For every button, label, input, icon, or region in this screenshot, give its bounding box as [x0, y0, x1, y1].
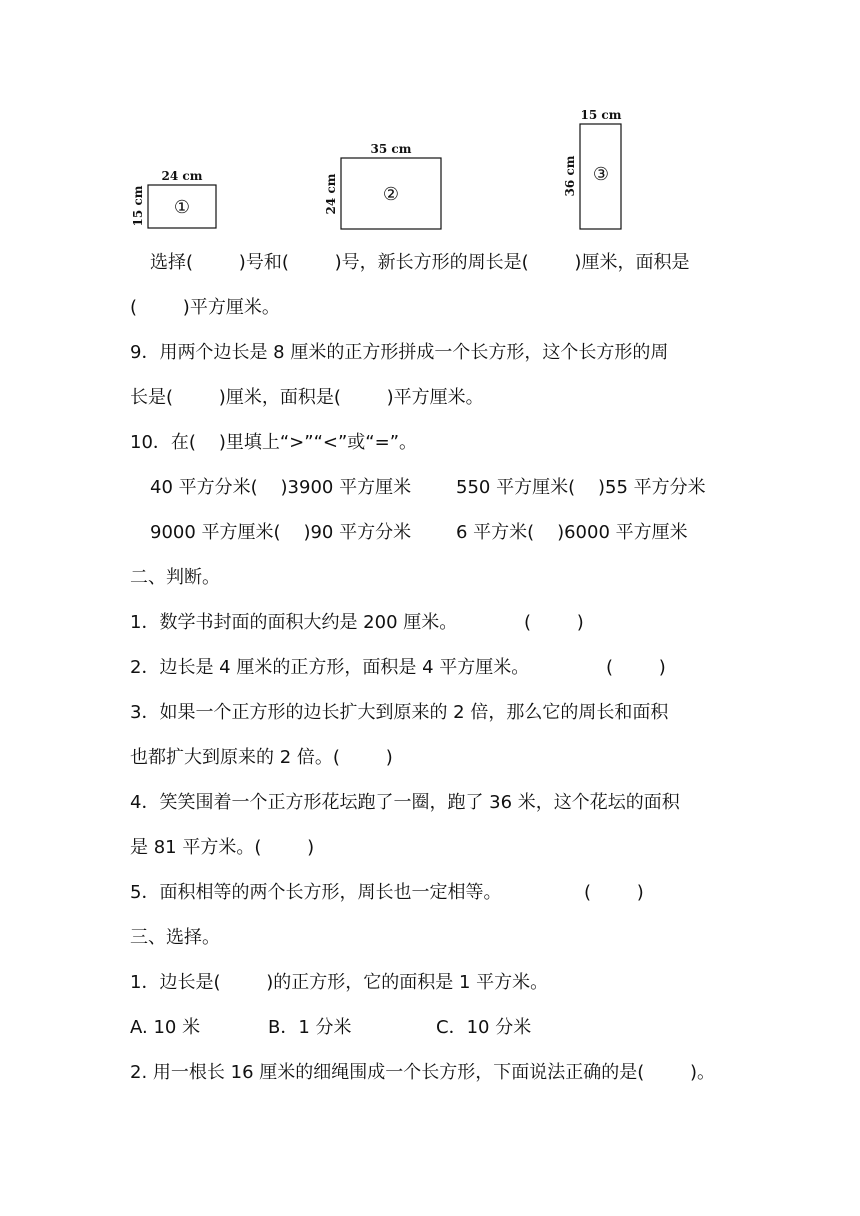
q10-line: 10．在( )里填上“>”“<”或“=”。: [130, 432, 418, 453]
figure-2-number: ②: [382, 184, 400, 205]
judge-q1-blank: ( ): [524, 612, 584, 633]
section-judge-heading: 二、判断。: [130, 567, 220, 588]
judge-q3-line-2: 也都扩大到原来的 2 倍。( ): [130, 747, 393, 768]
q9-line-2: 长是( )厘米，面积是( )平方厘米。: [130, 387, 484, 408]
figure-1-width-label: 24 cm: [161, 169, 203, 183]
q8-answer-line-2: ( )平方厘米。: [130, 297, 280, 318]
choice-q1-option-b: B．1 分米: [268, 1017, 352, 1038]
figure-1-number: ①: [173, 197, 191, 218]
choice-q1-option-c: C．10 分米: [436, 1017, 532, 1038]
judge-q2-blank: ( ): [606, 657, 666, 678]
figure-2-width-label: 35 cm: [370, 142, 412, 156]
q10-compare-b: 550 平方厘米( )55 平方分米: [456, 477, 706, 498]
judge-q3-line-1: 3．如果一个正方形的边长扩大到原来的 2 倍，那么它的周长和面积: [130, 702, 669, 723]
choice-q2: 2. 用一根长 16 厘米的细绳围成一个长方形，下面说法正确的是( )。: [130, 1062, 716, 1083]
judge-q4-line-2: 是 81 平方米。( ): [130, 837, 315, 858]
q10-compare-d: 6 平方米( )6000 平方厘米: [456, 522, 688, 543]
choice-q1: 1．边长是( )的正方形，它的面积是 1 平方米。: [130, 972, 549, 993]
judge-q5: 5．面积相等的两个长方形，周长也一定相等。: [130, 882, 502, 903]
figure-3-height-label: 36 cm: [563, 155, 577, 197]
rectangle-figure-1: [128, 168, 228, 232]
section-choice-heading: 三、选择。: [130, 927, 220, 948]
q8-answer-line-1: 选择( )号和( )号，新长方形的周长是( )厘米，面积是: [150, 252, 690, 273]
figure-3-width-label: 15 cm: [580, 108, 622, 122]
judge-q4-line-1: 4．笑笑围着一个正方形花坛跑了一圈，跑了 36 米，这个花坛的面积: [130, 792, 680, 813]
judge-q2: 2．边长是 4 厘米的正方形，面积是 4 平方厘米。: [130, 657, 530, 678]
q10-compare-a: 40 平方分米( )3900 平方厘米: [150, 477, 412, 498]
choice-q1-option-a: A. 10 米: [130, 1017, 201, 1038]
figure-2-height-label: 24 cm: [324, 173, 338, 215]
judge-q5-blank: ( ): [584, 882, 644, 903]
rectangle-figure-2: [320, 140, 450, 232]
rectangle-figure-3: [560, 106, 630, 232]
figure-1-height-label: 15 cm: [131, 185, 145, 227]
q10-compare-c: 9000 平方厘米( )90 平方分米: [150, 522, 412, 543]
judge-q1: 1．数学书封面的面积大约是 200 厘米。: [130, 612, 458, 633]
q9-line-1: 9．用两个边长是 8 厘米的正方形拼成一个长方形，这个长方形的周: [130, 342, 669, 363]
figure-3-number: ③: [592, 164, 610, 185]
